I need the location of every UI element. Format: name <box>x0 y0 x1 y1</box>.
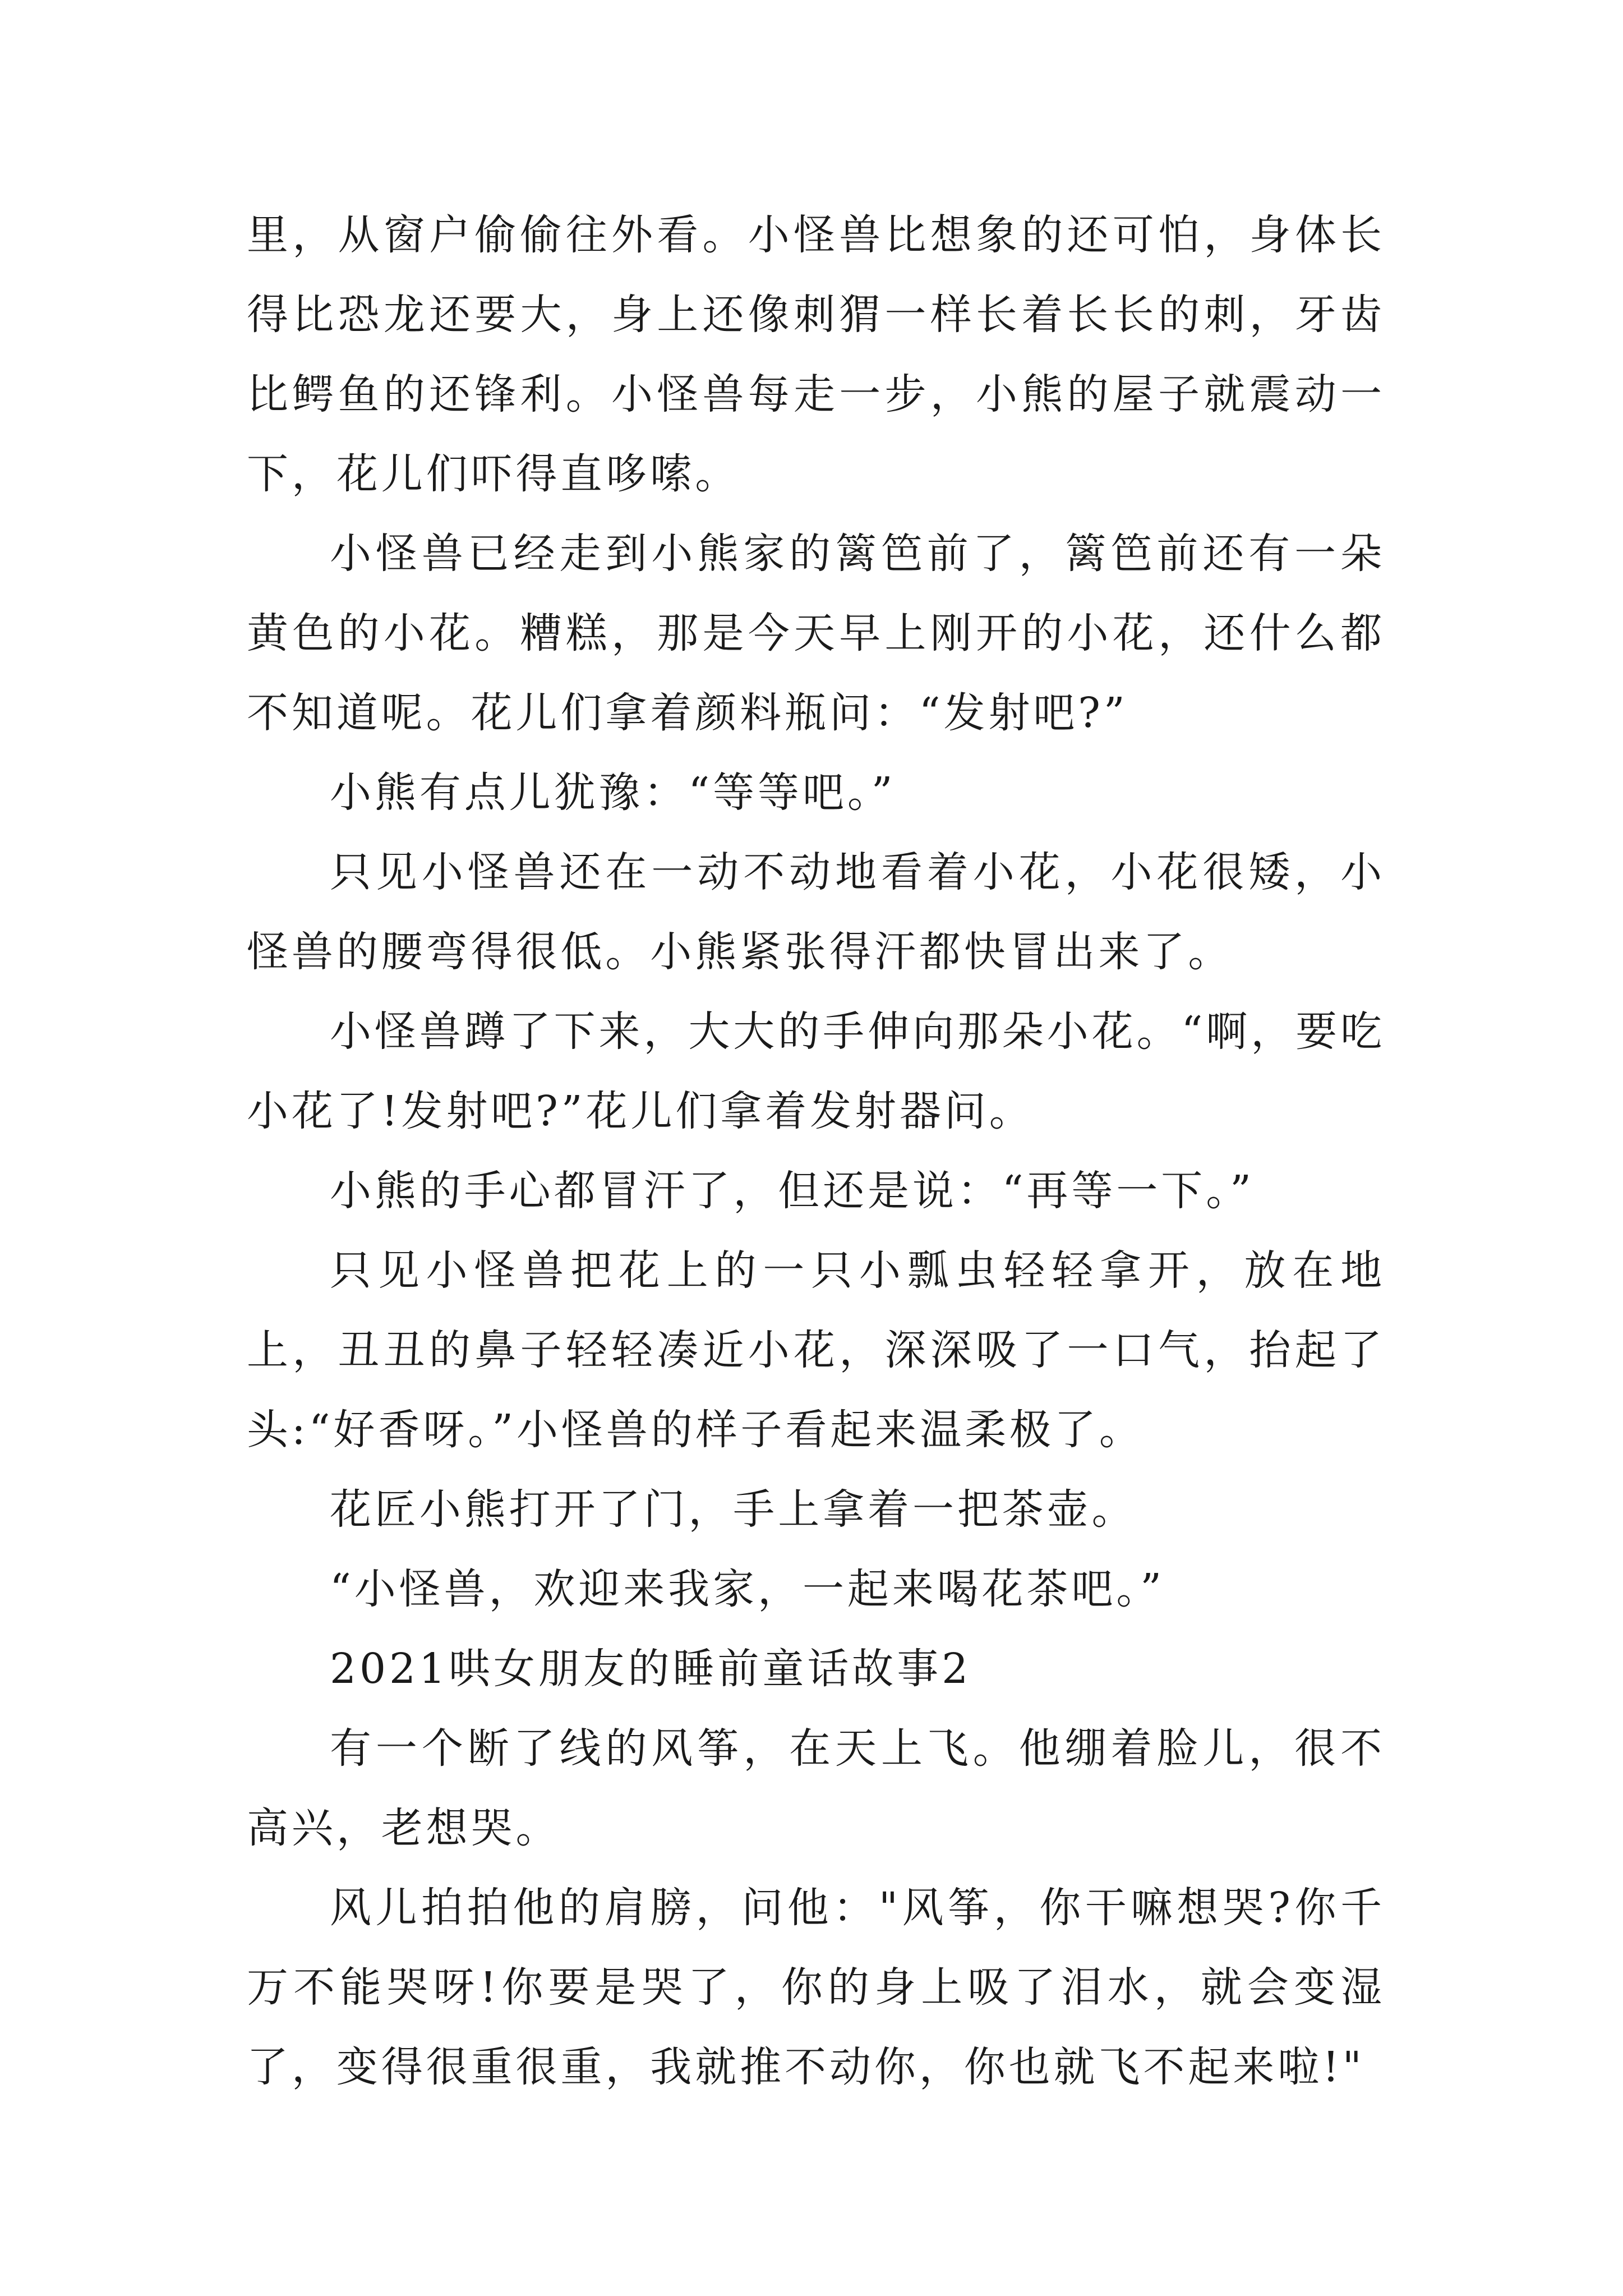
paragraph-4: 只见小怪兽还在一动不动地看着小花，小花很矮，小怪兽的腰弯得很低。小熊紧张得汗都快冒出来了。 <box>247 848 1385 976</box>
paragraph-10: 有一个断了线的风筝，在天上飞。他绷着脸儿，很不高兴，老想哭。 <box>247 1724 1385 1852</box>
paragraph-9: “小怪兽，欢迎来我家，一起来喝花茶吧。” <box>330 1565 1165 1613</box>
paragraph-11: 风儿拍拍他的肩膀，问他："风筝，你干嘛想哭?你千万不能哭呀!你要是哭了，你的身上吸了泪水，就会变湿了，变得很重很重，我就推不动你，你也就飞不起来啦!" <box>247 1884 1385 2091</box>
paragraph-5: 小怪兽蹲了下来，大大的手伸向那朵小花。“啊，要吃小花了!发射吧?”花儿们拿着发射器问。 <box>247 1007 1385 1135</box>
paragraph-1: 里，从窗户偷偷往外看。小怪兽比想象的还可怕，身体长得比恐龙还要大，身上还像刺猬一样长着长长的刺，牙齿比鳄鱼的还锋利。小怪兽每走一步，小熊的屋子就震动一下，花儿们吓得直哆嗦。 <box>247 211 1385 498</box>
paragraph-8: 花匠小熊打开了门，手上拿着一把茶壶。 <box>330 1485 1137 1534</box>
document-body <box>247 195 1385 2107</box>
paragraph-6: 小熊的手心都冒汗了，但还是说：“再等一下。” <box>330 1167 1255 1215</box>
paragraph-2: 小怪兽已经走到小熊家的篱笆前了，篱笆前还有一朵黄色的小花。糟糕，那是今天早上刚开的小花，还什么都不知道呢。花儿们拿着颜料瓶问：“发射吧?” <box>247 530 1385 737</box>
paragraph-7: 只见小怪兽把花上的一只小瓢虫轻轻拿开，放在地上，丑丑的鼻子轻轻凑近小花，深深吸了一口气，抬起了头:“好香呀。”小怪兽的样子看起来温柔极了。 <box>247 1246 1385 1454</box>
section-heading: 2021哄女朋友的睡前童话故事2 <box>330 1645 972 1693</box>
paragraph-3: 小熊有点儿犹豫：“等等吧。” <box>330 769 896 817</box>
